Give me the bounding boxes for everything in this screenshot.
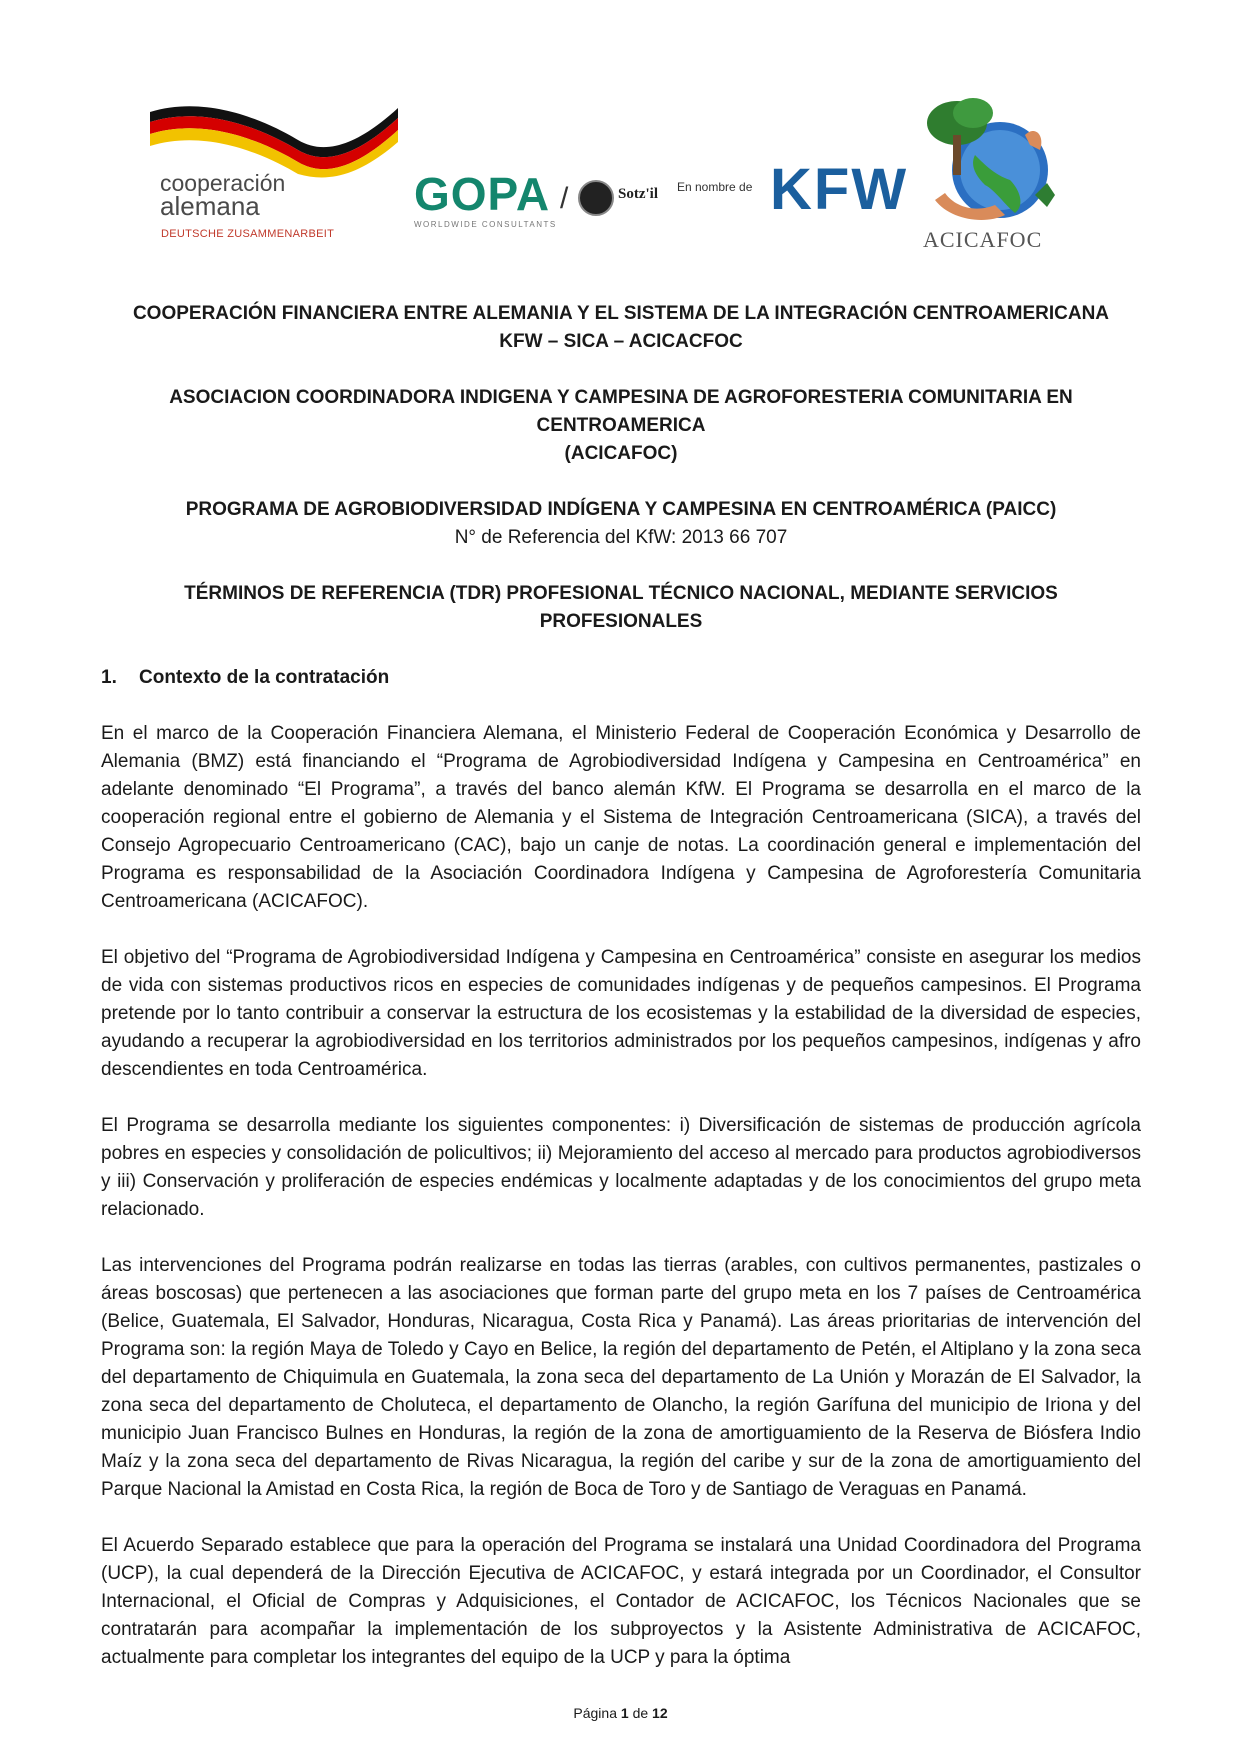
gopa-logo <box>414 170 564 240</box>
body-paragraph: En el marco de la Cooperación Financiera Alemana, el Ministerio Federal de Cooperación Económica y Desarrollo de Alemania (BMZ) está financiando el “Programa de Agrobiodiversidad Indígena y Campesina en Centroamérica” en adelante denominado “El Programa”, a través del banco alemán KfW. El Programa se desarrolla en el marco de la cooperación regional entre el gobierno de Alemania y el Sistema de Integración Centroamericana (SICA), a través del Consejo Agropecuario Centroamericano (CAC), bajo un canje de notas. La coordinación general e implementación del Programa es responsabilidad de la Asociación Coordinadora Indígena y Campesina de Agroforestería Comunitaria Centroamericana (ACICAFOC). <box>101 723 1141 912</box>
coop-wordmark: cooperación alemana <box>160 170 286 221</box>
cooperacion-alemana-logo <box>148 100 408 250</box>
acicafoc-logo <box>915 95 1065 255</box>
current-page: 1 <box>620 1705 629 1721</box>
page-footer <box>0 1705 1241 1721</box>
header-title-line: COOPERACIÓN FINANCIERA ENTRE ALEMANIA Y EL SISTEMA DE LA INTEGRACIÓN CENTROAMERICANA <box>132 303 1110 324</box>
page-of-label: de <box>632 1705 649 1721</box>
section-number: 1. <box>101 667 117 688</box>
page-label: Página <box>573 1705 617 1721</box>
program-title: PROGRAMA DE AGROBIODIVERSIDAD INDÍGENA Y CAMPESINA EN CENTROAMÉRICA (PAICC) <box>185 499 1057 520</box>
header-title-line: (ACICAFOC) <box>564 443 678 464</box>
body-paragraph: El Programa se desarrolla mediante los siguientes componentes: i) Diversificación de sistemas de producción agrícola pobres en especies y consolidación de policultivos; ii) Mejoramiento del acceso al mercado para productos agrobiodiversos y iii) Conservación y proliferación de especies endémicas y localmente adaptadas y de los conocimientos del grupo meta relacionado. <box>101 1115 1141 1220</box>
body-paragraph: El objetivo del “Programa de Agrobiodiversidad Indígena y Campesina en Centroamérica” consiste en asegurar los medios de vida con sistemas productivos ricos en especies de comunidades indígenas y de pequeños campesinos. El Programa pretende por lo tanto contribuir a conservar la estructura de los ecosistemas y la estabilidad de la diversidad de especies, ayudando a recuperar la agrobiodiversidad en los territorios administrados por los pequeños campesinos, indígenas y afro descendientes en toda Centroamérica. <box>101 947 1141 1080</box>
section-title: Contexto de la contratación <box>139 667 390 688</box>
logo-separator: / <box>560 182 569 215</box>
body-paragraph: Las intervenciones del Programa podrán realizarse en todas las tierras (arables, con cultivos permanentes, pastizales o áreas boscosas) que pertenecen a las asociaciones que forman parte del grupo meta en los 7 países de Centroamérica (Belice, Guatemala, El Salvador, Honduras, Nicaragua, Costa Rica y Panamá). Las áreas prioritarias de intervención del Programa son: la región Maya de Toledo y Cayo en Belice, la región del departamento de Petén, el Altiplano y la zona seca del departamento de Chiquimula en Guatemala, la zona seca del departamento de La Unión y Morazán de El Salvador, la zona seca del departamento de Choluteca, el departamento de Olancho, la región Garífuna del municipio de Iriona y del municipio Juan Francisco Bulnes en Honduras, la región de la zona de amortiguamiento de la Reserva de Biósfera Indio Maíz y la zona seca del departamento de Rivas Nicaragua, la región del caribe y sur de la zona de amortiguamiento del Parque Nacional la Amistad en Costa Rica, la región de Boca de Toro y de Santiago de Veraguas en Panamá. <box>101 1255 1141 1500</box>
gopa-subtitle: WORLDWIDE CONSULTANTS <box>414 220 557 229</box>
sotzil-wordmark: Sotz'il <box>618 186 658 202</box>
reference-number: N° de Referencia del KfW: 2013 66 707 <box>454 527 788 548</box>
header-title-line: ASOCIACION COORDINADORA INDIGENA Y CAMPESINA DE AGROFORESTERIA COMUNITARIA EN CENTROAMERICA <box>169 387 1073 436</box>
tdr-title: TÉRMINOS DE REFERENCIA (TDR) PROFESIONAL TÉCNICO NACIONAL, MEDIANTE SERVICIOS PROFESIONALES <box>184 583 1058 632</box>
sotzil-logo <box>578 178 678 218</box>
german-flag-ribbon-icon <box>148 100 408 180</box>
en-nombre-de-label: En nombre de <box>677 180 753 194</box>
section-heading <box>101 664 1141 692</box>
document-body <box>101 300 1141 1672</box>
body-paragraph: El Acuerdo Separado establece que para la operación del Programa se instalará una Unidad Coordinadora del Programa (UCP), la cual dependerá de la Dirección Ejecutiva de ACICAFOC, y estará integrada por un Coordinador, el Consultor Internacional, el Oficial de Compras y Adquisiciones, el Contador de ACICAFOC, los Técnicos Nacionales que se contratarán para acompañar la implementación de los subproyectos y la Asistente Administrativa de ACICAFOC, actualmente para completar los integrantes del equipo de la UCP y para la óptima <box>101 1535 1141 1668</box>
sotzil-emblem-icon <box>578 180 614 216</box>
gopa-wordmark: GOPA <box>414 168 551 220</box>
acicafoc-wordmark: ACICAFOC <box>923 227 1043 252</box>
logo-bar <box>0 0 1241 270</box>
header-title-line: KFW – SICA – ACICACFOC <box>499 331 743 352</box>
total-pages: 12 <box>652 1705 668 1721</box>
kfw-logo: KFW <box>770 157 909 222</box>
coop-subtitle: DEUTSCHE ZUSAMMENARBEIT <box>161 228 335 240</box>
globe-tree-hands-icon <box>915 95 1065 230</box>
